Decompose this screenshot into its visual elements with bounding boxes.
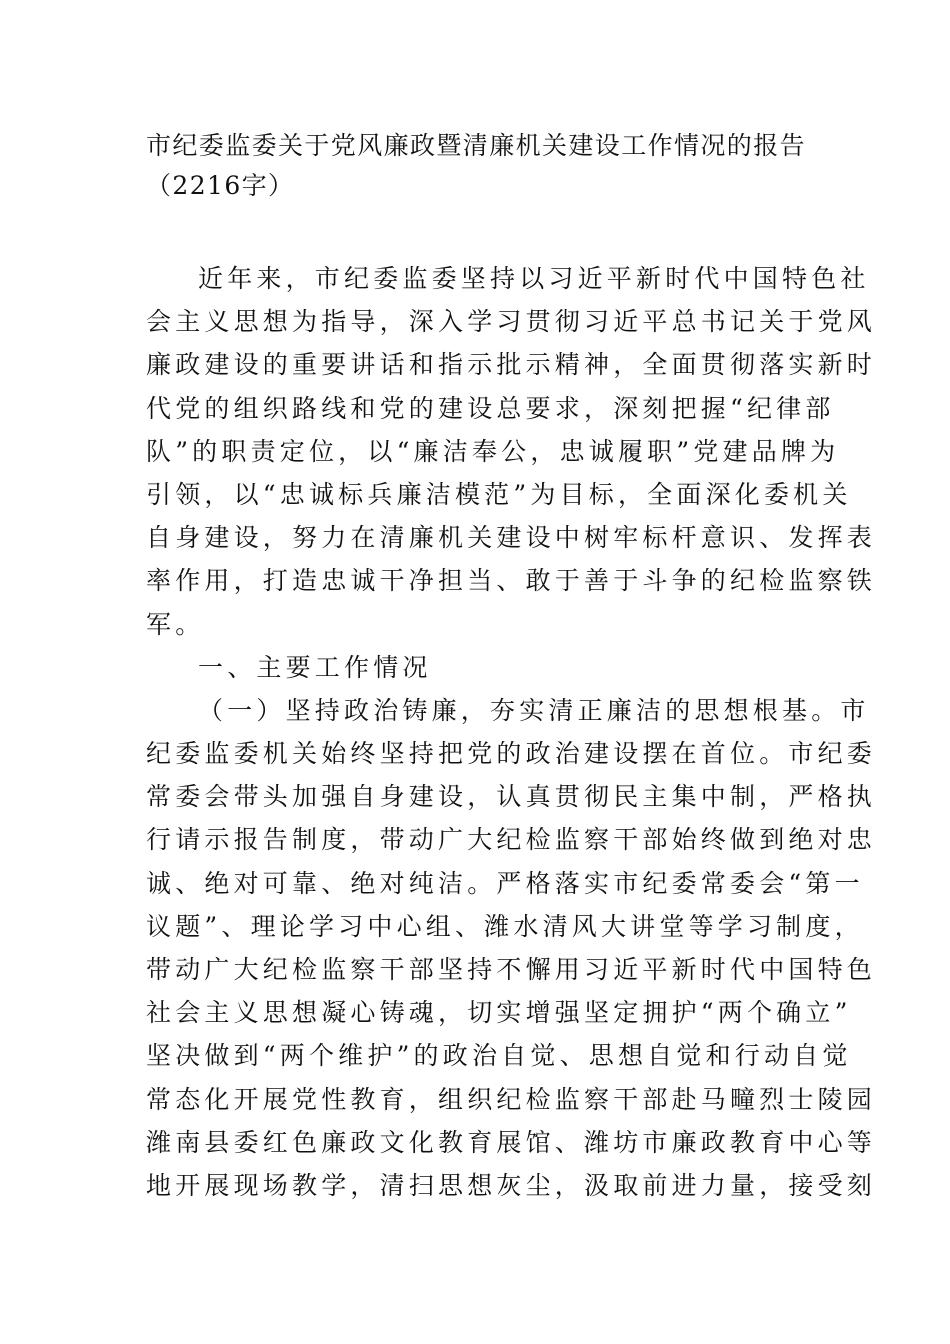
paragraph-line: 常委会带头加强自身建设，认真贯彻民主集中制，严格执 xyxy=(146,782,877,812)
paragraph-line: 近年来，市纪委监委坚持以习近平新时代中国特色社 xyxy=(198,264,870,293)
document-title xyxy=(146,126,826,206)
paragraph-line: 自身建设，努力在清廉机关建设中树牢标杆意识、发挥表 xyxy=(146,523,877,553)
paragraph-line: 会主义思想为指导，深入学习贯彻习近平总书记关于党风 xyxy=(146,307,877,337)
paragraph-line: 纪委监委机关始终坚持把党的政治建设摆在首位。市纪委 xyxy=(146,739,877,769)
paragraph-line: 代党的组织路线和党的建设总要求，深刻把握“纪律部 xyxy=(146,393,835,423)
paragraph-line: 带动广大纪检监察干部坚持不懈用习近平新时代中国特色 xyxy=(146,955,877,984)
paragraph-line: 坚决做到“两个维护”的政治自觉、思想自觉和行动自觉 xyxy=(146,1041,852,1071)
paragraph-line: 诚、绝对可靠、绝对纯洁。严格落实市纪委常委会“第一 xyxy=(146,868,864,898)
paragraph-line: 议题”、理论学习中心组、潍水清风大讲堂等学习制度， xyxy=(146,911,864,941)
paragraph-line: 廉政建设的重要讲话和指示批示精神，全面贯彻落实新时 xyxy=(146,350,877,380)
paragraph-line: 地开展现场教学，清扫思想灰尘，汲取前进力量，接受刻 xyxy=(146,1170,877,1200)
paragraph-line: 社会主义思想凝心铸魂，切实增强坚定拥护“两个确立” xyxy=(146,998,852,1028)
paragraph-line: 军。 xyxy=(146,609,205,639)
subsection-heading-line: （一）坚持政治铸廉，夯实清正廉洁的思想根基。市 xyxy=(198,695,870,725)
section-heading: 一、主要工作情况 xyxy=(198,652,432,682)
paragraph-line: 潍南县委红色廉政文化教育展馆、潍坊市廉政教育中心等 xyxy=(146,1127,877,1157)
paragraph-line: 引领，以“忠诚标兵廉洁模范”为目标，全面深化委机关 xyxy=(146,479,852,509)
title-line: 市纪委监委关于党风廉政暨清廉机关建设工作情况的报告 xyxy=(146,131,807,160)
paragraph-line: 率作用，打造忠诚干净担当、敢于善于斗争的纪检监察铁 xyxy=(146,566,877,596)
paragraph-line: 行请示报告制度，带动广大纪检监察干部始终做到绝对忠 xyxy=(146,825,877,855)
paragraph-line: 队”的职责定位，以“廉洁奉公，忠诚履职”党建品牌为 xyxy=(146,436,840,466)
paragraph-line: 常态化开展党性教育，组织纪检监察干部赴马疃烈士陵园 xyxy=(146,1084,877,1114)
title-word-count: （2216字） xyxy=(146,171,295,200)
document-body xyxy=(146,257,877,1207)
